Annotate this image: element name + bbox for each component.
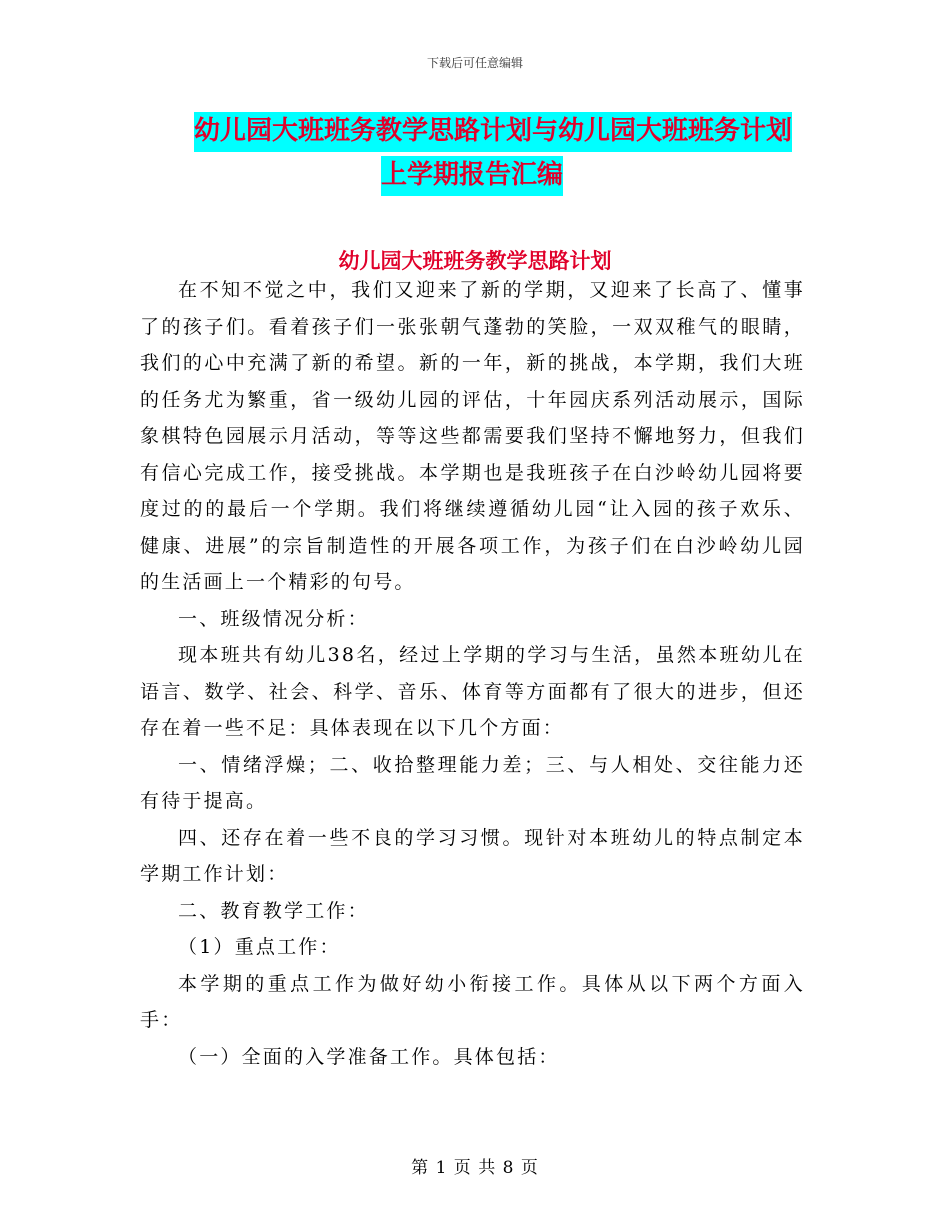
title-highlight-1: 幼儿园大班班务教学思路计划与幼儿园大班班务计划 bbox=[194, 112, 792, 152]
document-title-line-2 bbox=[0, 156, 947, 196]
paragraph-class-analysis: 现本班共有幼儿38名，经过上学期的学习与生活，虽然本班幼儿在语言、数学、社会、科学、音乐、体育等方面都有了很大的进步，但还存在着一些不足：具体表现在以下几个方面： bbox=[140, 644, 805, 739]
paragraph-key-work: 本学期的重点工作为做好幼小衔接工作。具体从以下两个方面入手： bbox=[140, 972, 805, 1031]
page-footer: 第 1 页 共 8 页 bbox=[411, 1158, 539, 1178]
title-highlight-2: 上学期报告汇编 bbox=[381, 156, 563, 196]
paragraph-preparation: （一）全面的入学准备工作。具体包括： bbox=[178, 1045, 560, 1068]
body-text bbox=[140, 272, 805, 1075]
paragraph-heading-key-work: （1）重点工作： bbox=[178, 936, 341, 958]
paragraph-shortcomings: 一、情绪浮燥；二、收拾整理能力差；三、与人相处、交往能力还有待于提高。 bbox=[140, 753, 805, 812]
paragraph-intro: 在不知不觉之中，我们又迎来了新的学期，又迎来了长高了、懂事了的孩子们。看着孩子们一张张朝气蓬勃的笑脸，一双双稚气的眼睛，我们的心中充满了新的希望。新的一年，新的挑战，本学期，我们大班的任务尤为繁重，省一级幼儿园的评估，十年园庆系列活动展示，国际象棋特色园展示月活动，等等这些都需要我们坚持不懈地努力，但我们有信心完成工作，接受挑战。本学期也是我班孩子在白沙岭幼儿园将要度过的的最后一个学期。我们将继续遵循幼儿园“让入园的孩子欢乐、健康、进展”的宗旨制造性的开展各项工作，为孩子们在白沙岭幼儿园的生活画上一个精彩的句号。 bbox=[140, 279, 805, 593]
header-note: 下载后可任意编辑 bbox=[426, 56, 523, 70]
paragraph-heading-teaching: 二、教育教学工作： bbox=[178, 899, 369, 922]
section-title: 幼儿园大班班务教学思路计划 bbox=[338, 249, 612, 273]
document-title-line-1 bbox=[18, 112, 950, 152]
paragraph-heading-class-analysis: 一、班级情况分析： bbox=[178, 607, 369, 630]
paragraph-habits: 四、还存在着一些不良的学习习惯。现针对本班幼儿的特点制定本学期工作计划： bbox=[140, 826, 805, 885]
